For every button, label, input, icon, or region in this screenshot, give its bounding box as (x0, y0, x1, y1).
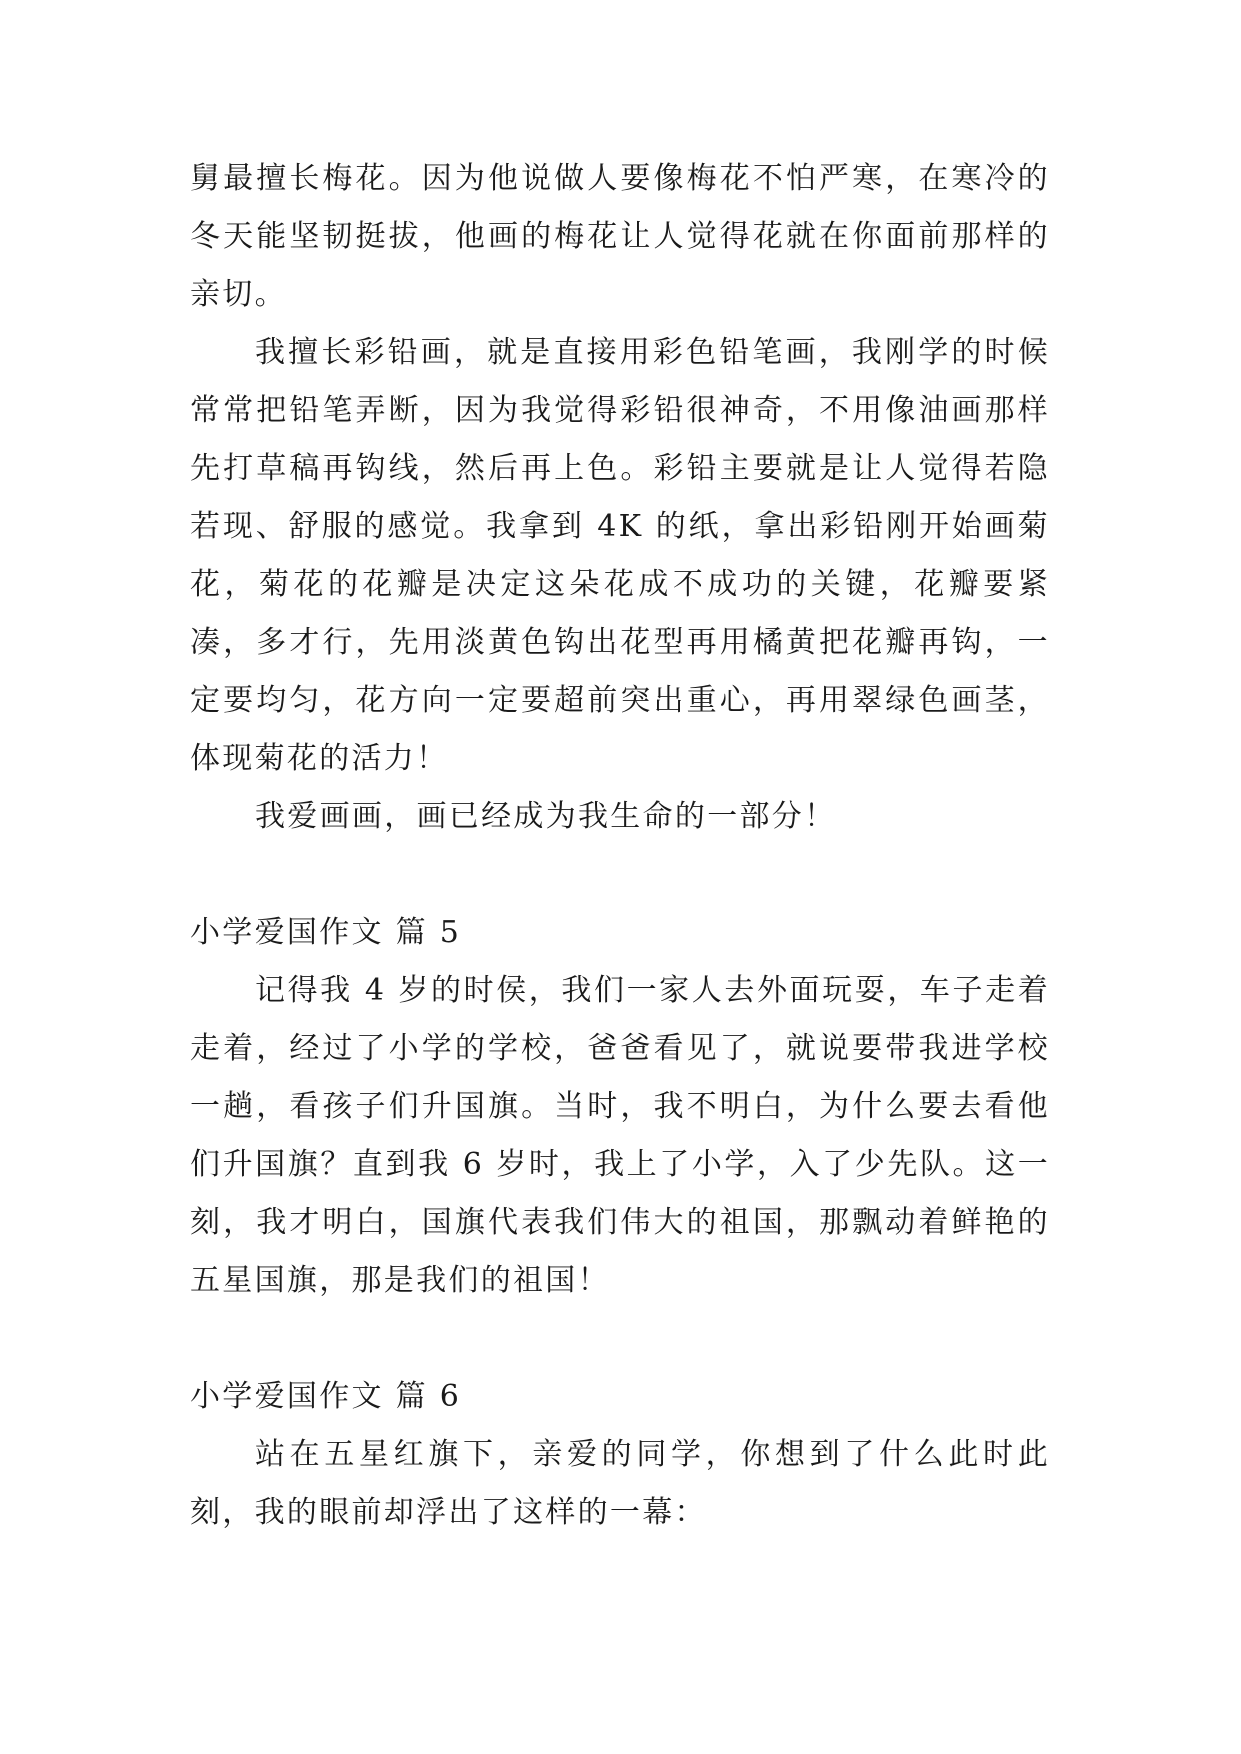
section-spacer (190, 846, 1050, 904)
paragraph-plum-blossom: 舅最擅长梅花。因为他说做人要像梅花不怕严寒，在寒冷的冬天能坚韧挺拔，他画的梅花让人觉得花就在你面前那样的亲切。 (190, 161, 1050, 312)
document-page (190, 150, 1050, 1542)
section-spacer (190, 1310, 1050, 1368)
paragraph-love-drawing: 我爱画画，画已经成为我生命的一部分！ (255, 799, 837, 834)
section-heading-5: 小学爱国作文 篇 5 (190, 915, 462, 950)
section-heading-6: 小学爱国作文 篇 6 (190, 1379, 462, 1414)
paragraph-section-5: 记得我 4 岁的时侯，我们一家人去外面玩耍，车子走着走着，经过了小学的学校，爸爸看见了，就说要带我进学校一趟，看孩子们升国旗。当时，我不明白，为什么要去看他们升国旗？直到我 6 岁时，我上了小学，入了少先队。这一刻，我才明白，国旗代表我们伟大的祖国，那飘动着鲜艳的五星国旗，那是我们的祖国！ (190, 973, 1050, 1298)
paragraph-colored-pencil: 我擅长彩铅画，就是直接用彩色铅笔画，我刚学的时候常常把铅笔弄断，因为我觉得彩铅很神奇，不用像油画那样先打草稿再钩线，然后再上色。彩铅主要就是让人觉得若隐若现、舒服的感觉。我拿到 4K 的纸，拿出彩铅刚开始画菊花，菊花的花瓣是决定这朵花成不成功的关键，花瓣要紧凑，多才行，先用淡黄色钩出花型再用橘黄把花瓣再钩，一定要均匀，花方向一定要超前突出重心，再用翠绿色画茎，体现菊花的活力！ (190, 335, 1050, 776)
paragraph-section-6: 站在五星红旗下，亲爱的同学，你想到了什么此时此刻，我的眼前却浮出了这样的一幕： (190, 1437, 1050, 1530)
